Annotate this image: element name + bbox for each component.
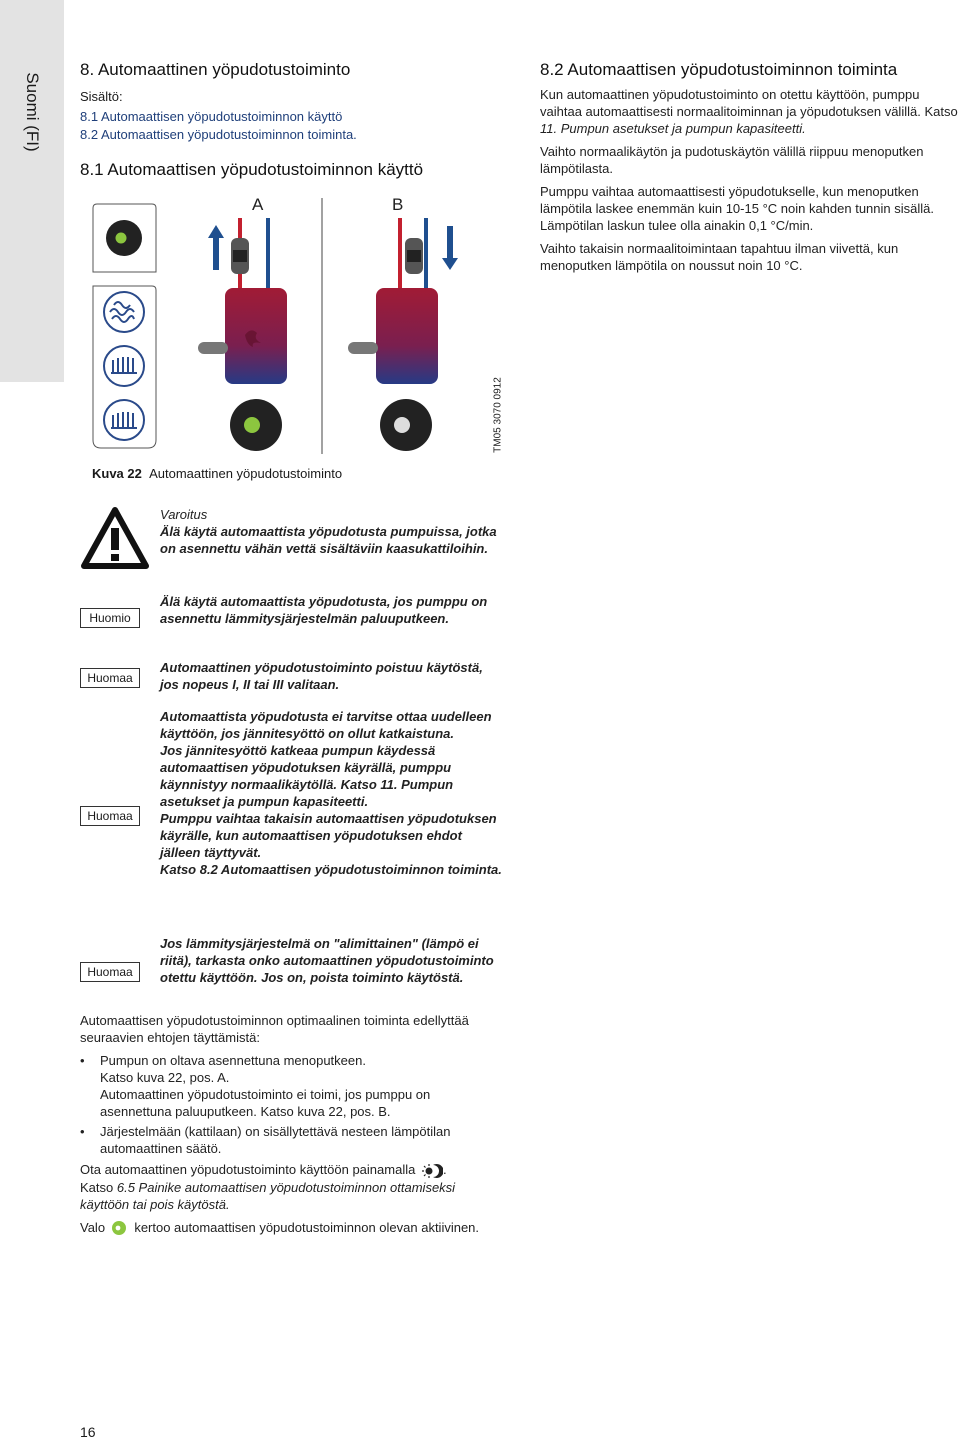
- figure-caption: [92, 466, 342, 481]
- warning-body: Älä käytä automaattista yöpudotusta pumpuissa, jotka on asennettu vähän vettä sisältäviin kaasukattiloihin.: [160, 524, 497, 556]
- figure-22: [80, 190, 510, 460]
- body-text: Automaattisen yöpudotustoiminnon optimaalinen toiminta edellyttää seuraavien ehtojen täyttämistä: • Pumpun on oltava asennettuna menoputkeen. Katso kuva 22, pos. A. Automaattinen yöpudotustoiminto ei toimi, jos pumppu on asennettuna paluuputkeen. Katso kuva 22, pos. B. • Järjestelmään (kattilaan) on sisällytettävä nesteen lämpötilan automaattinen säätö. Ota automaattinen yöpudotustoiminto käyttöön painamalla . Katso 6.5 Painike automaattisen yöpudotustoiminnon ottamiseksi käyttöön tai pois käytöstä. Valo kertoo automaattisen yöpudotustoiminnon olevan aktiivinen.: [80, 1012, 505, 1242]
- list-item: • Järjestelmään (kattilaan) on sisällytettävä nesteen lämpötilan automaattinen säätö.: [80, 1123, 505, 1157]
- note-text-4: Jos lämmitysjärjestelmä on "alimittainen" (lämpö ei riitä), tarkasta onko automaattinen yöpudotustoiminto otettu käyttöön. Jos on, poista toiminto käytöstä.: [160, 936, 494, 985]
- right-p2: Vaihto normaalikäytön ja pudotuskäytön välillä riippuu menoputken lämpötilasta.: [540, 144, 924, 176]
- conditions-list: [80, 1052, 505, 1157]
- warning-title: Varoitus: [160, 507, 208, 522]
- toc-label: Sisältö:: [80, 89, 123, 104]
- panel-bottom: [93, 286, 156, 448]
- right-p4: Vaihto takaisin normaalitoimintaan tapahtuu ilman viivettä, kun menoputken lämpötila on noussut noin 10 °C.: [540, 241, 899, 273]
- note-text-2: Automaattinen yöpudotustoiminto poistuu käytöstä, jos nopeus I, II tai III valitaan.: [160, 660, 483, 692]
- toc-item-2[interactable]: 8.2 Automaattisen yöpudotustoiminnon toiminta.: [80, 127, 357, 142]
- caption-number: Kuva 22: [92, 466, 142, 481]
- panel-top: [93, 204, 156, 272]
- figure-code: TM05 3070 0912: [492, 377, 504, 453]
- note-text-1: Älä käytä automaattista yöpudotusta, jos pumppu on asennettu lämmitysjärjestelmän paluuputkeen.: [160, 594, 488, 626]
- note-label-huomaa-2: Huomaa: [80, 806, 140, 826]
- note-label-huomaa-3: Huomaa: [80, 962, 140, 982]
- label-a: A: [252, 195, 264, 214]
- right-p3: Pumppu vaihtaa automaattisesti yöpudotukselle, kun menoputken lämpötila laskee enemmän kuin 10-15 °C noin kahden tunnin sisällä. Lämpötilan laskun tulee olla ainakin 0,1 °C/min.: [540, 184, 934, 233]
- side-tab-label: Suomi (FI): [23, 72, 42, 152]
- see-ref-6-5[interactable]: Katso 6.5 Painike automaattisen yöpudotustoiminnon ottamiseksi käyttöön tai pois käytöstä.: [80, 1179, 456, 1212]
- page-number: 16: [80, 1424, 96, 1440]
- indicator-light-icon: [109, 1220, 131, 1236]
- body-intro: Automaattisen yöpudotustoiminnon optimaalinen toiminta edellyttää seuraavien ehtojen täyttämistä:: [80, 1013, 469, 1045]
- label-b: B: [392, 195, 404, 214]
- toc-item-1[interactable]: 8.1 Automaattisen yöpudotustoiminnon käyttö: [80, 109, 343, 124]
- note-label-huomio: Huomio: [80, 608, 140, 628]
- system-b: [348, 218, 458, 451]
- ref-11[interactable]: 11. Pumpun asetukset ja pumpun kapasiteetti.: [540, 121, 806, 136]
- note-text-3: Automaattista yöpudotusta ei tarvitse ottaa uudelleen käyttöön, jos jännitesyöttö on ollut katkaistuna. Jos jännitesyöttö katkeaa pumpun käydessä automaattisen yöpudotuksen käyrällä, pumppu käynnistyy normaalikäytöllä. Katso 11. Pumpun asetukset ja pumpun kapasiteetti. Pumppu vaihtaa takaisin automaattisen yöpudotuksen käyrälle, kun automaattisen yöpudotuksen ehdot jälleen täyttyvät. Katso 8.2 Automaattisen yöpudotustoiminnon toiminta.: [160, 709, 502, 877]
- right-text: Kun automaattinen yöpudotustoiminto on otettu käyttöön, pumppu vaihtaa automaattisesti normaalitoiminnan ja yöpudotuksen välillä. Katso 11. Pumpun asetukset ja pumpun kapasiteetti. Vaihto normaalikäytön ja pudotuskäytön välillä riippuu menoputken lämpötilasta. Pumppu vaihtaa automaattisesti yöpudotukselle, kun menoputken lämpötila laskee enemmän kuin 10-15 °C noin kahden tunnin sisällä. Lämpötilan laskun tulee olla ainakin 0,1 °C/min. Vaihto takaisin normaalitoimintaan tapahtuu ilman viivettä, kun menoputken lämpötila on noussut noin 10 °C.: [540, 86, 960, 280]
- figure-illustration: [80, 190, 510, 460]
- note-label-huomaa-1: Huomaa: [80, 668, 140, 688]
- figure-code-wrap: [490, 375, 506, 455]
- warning-text: [160, 506, 505, 557]
- chapter-title: 8. Automaattinen yöpudotustoiminto: [80, 60, 351, 79]
- section-title-8-1: 8.1 Automaattisen yöpudotustoiminnon käyttö: [80, 160, 424, 179]
- section-title-8-2: 8.2 Automaattisen yöpudotustoiminnon toiminta: [540, 60, 898, 79]
- activate-text: Ota automaattinen yöpudotustoiminto käyttöön painamalla: [80, 1162, 416, 1177]
- list-item: • Pumpun on oltava asennettuna menoputkeen. Katso kuva 22, pos. A. Automaattinen yöpudotustoiminto ei toimi, jos pumppu on asennettuna paluuputkeen. Katso kuva 22, pos. B.: [80, 1052, 505, 1120]
- night-setback-button-icon: [419, 1163, 443, 1179]
- warning-icon: [80, 506, 150, 570]
- system-a: [198, 218, 287, 451]
- caption-text: Automaattinen yöpudotustoiminto: [149, 466, 343, 481]
